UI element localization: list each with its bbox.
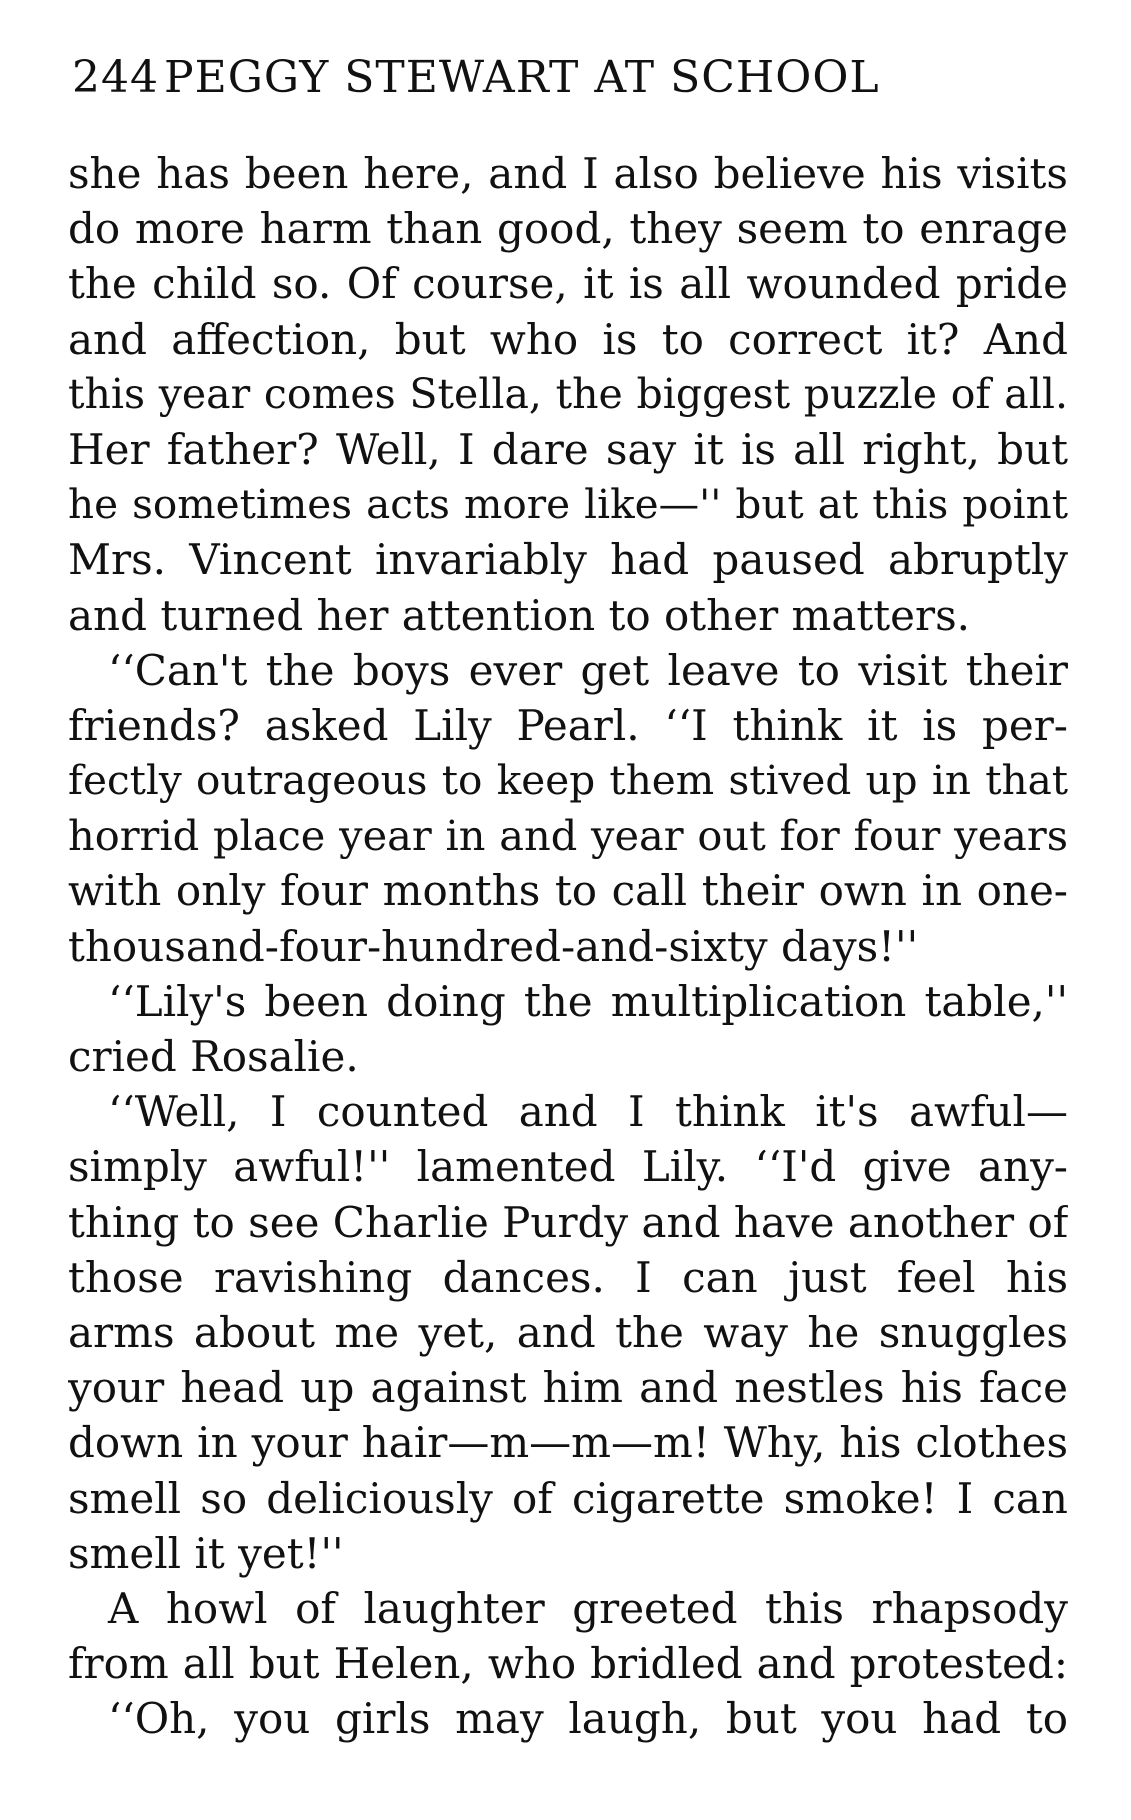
text-line: ‘‘Can't the boys ever get leave to visit their <box>108 645 1068 695</box>
text-line: this year comes Stella, the biggest puzzle of all. <box>68 369 1068 418</box>
text-line: ‘‘Lily's been doing the multiplication table,'' <box>108 976 1068 1026</box>
running-header <box>72 52 880 103</box>
text-line: and turned her attention to other matters. <box>68 590 970 640</box>
text-line: those ravishing dances. I can just feel his <box>68 1252 1068 1302</box>
text-line: thing to see Charlie Purdy and have another of <box>68 1197 1068 1247</box>
text-line: and affection, but who is to correct it? And <box>68 314 1068 364</box>
text-line: fectly outrageous to keep them stived up in that <box>68 756 1068 805</box>
text-line: ‘‘Well, I counted and I think it's awful— <box>108 1087 1068 1137</box>
text-line: do more harm than good, they seem to enrage <box>68 204 1068 254</box>
text-line: arms about me yet, and the way he snuggles <box>68 1307 1068 1357</box>
text-line: he sometimes acts more like—'' but at this point <box>68 480 1068 529</box>
text-line: Mrs. Vincent invariably had paused abruptly <box>68 535 1068 585</box>
text-line: smell so deliciously of cigarette smoke! I can <box>68 1473 1068 1523</box>
text-line: with only four months to call their own in one- <box>68 866 1068 916</box>
text-line: Her father? Well, I dare say it is all right, but <box>68 424 1068 474</box>
text-line: thousand-four-hundred-and-sixty days!'' <box>68 921 919 971</box>
text-line: she has been here, and I also believe his visits <box>68 149 1068 198</box>
text-line: from all but Helen, who bridled and protested: <box>68 1639 1068 1689</box>
text-line: down in your hair—m—m—m! Why, his clothes <box>68 1418 1068 1468</box>
text-line: your head up against him and nestles his face <box>68 1363 1068 1413</box>
text-line: simply awful!'' lamented Lily. ‘‘I'd give any- <box>68 1142 1068 1192</box>
body-text <box>68 146 1068 1746</box>
text-line: ‘‘Oh, you girls may laugh, but you had to <box>108 1694 1068 1744</box>
text-line: the child so. Of course, it is all wounded pride <box>68 259 1068 309</box>
text-line: smell it yet!'' <box>68 1528 344 1578</box>
running-title: PEGGY STEWART AT SCHOOL <box>164 52 880 103</box>
text-line: A howl of laughter greeted this rhapsody <box>108 1583 1068 1633</box>
text-line: friends? asked Lily Pearl. ‘‘I think it is per- <box>68 700 1068 750</box>
page-number: 244 <box>72 52 159 103</box>
book-page <box>68 0 1068 1820</box>
text-line: horrid place year in and year out for four years <box>68 811 1068 861</box>
text-line: cried Rosalie. <box>68 1032 359 1081</box>
